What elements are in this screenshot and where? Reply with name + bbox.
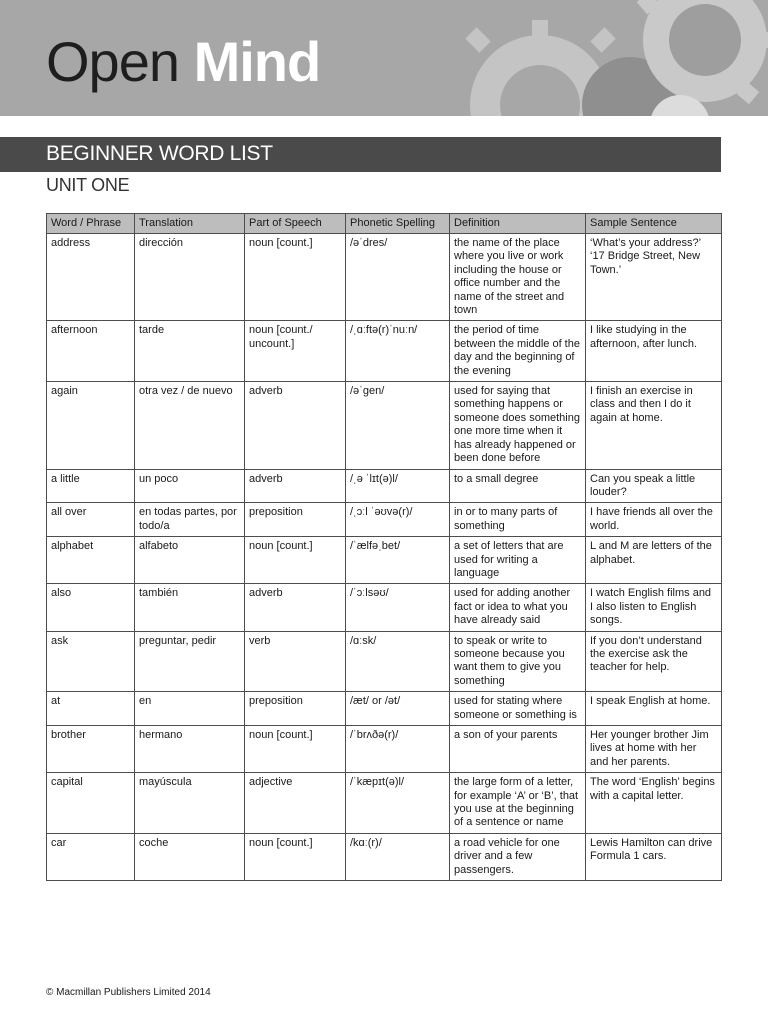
translation-cell: otra vez / de nuevo [135,382,245,469]
part-of-speech-cell: adverb [245,382,346,469]
table-row [47,537,722,584]
table-row [47,833,722,880]
definition-cell: a set of letters that are used for writing a language [450,537,586,584]
table-row [47,584,722,631]
table-row [47,726,722,773]
logo-open-text: Open [46,30,194,93]
table-row [47,503,722,537]
phonetic-cell: /ˈælfəˌbet/ [346,537,450,584]
open-mind-logo [46,22,320,102]
phonetic-cell: /ˌɔːl ˈəʊvə(r)/ [346,503,450,537]
translation-cell: alfabeto [135,537,245,584]
table-row [47,469,722,503]
part-of-speech-cell: preposition [245,503,346,537]
title-bar [0,137,721,172]
phonetic-cell: /ˌə ˈlɪt(ə)l/ [346,469,450,503]
sample-sentence-cell: I watch English films and I also listen to English songs. [586,584,722,631]
phonetic-cell: /ˈkæpɪt(ə)l/ [346,773,450,834]
translation-cell: hermano [135,726,245,773]
translation-cell: mayúscula [135,773,245,834]
sample-sentence-cell: The word ‘English’ begins with a capital letter. [586,773,722,834]
word-cell: capital [47,773,135,834]
definition-cell: to a small degree [450,469,586,503]
sample-sentence-cell: I have friends all over the world. [586,503,722,537]
definition-cell: a road vehicle for one driver and a few passengers. [450,833,586,880]
table-header-row [47,214,722,234]
definition-cell: in or to many parts of something [450,503,586,537]
column-header: Phonetic Spelling [346,214,450,234]
part-of-speech-cell: adverb [245,584,346,631]
translation-cell: en todas partes, por todo/a [135,503,245,537]
part-of-speech-cell: noun [count.] [245,833,346,880]
word-cell: again [47,382,135,469]
word-cell: ask [47,631,135,692]
part-of-speech-cell: noun [count.] [245,234,346,321]
word-cell: car [47,833,135,880]
word-cell: a little [47,469,135,503]
definition-cell: the name of the place where you live or work including the house or office number and the name of the street and town [450,234,586,321]
table-row [47,773,722,834]
definition-cell: to speak or write to someone because you want them to give you something [450,631,586,692]
sample-sentence-cell: Her younger brother Jim lives at home with her and her parents. [586,726,722,773]
definition-cell: used for adding another fact or idea to what you have already said [450,584,586,631]
part-of-speech-cell: noun [count./ uncount.] [245,321,346,382]
phonetic-cell: /ɑːsk/ [346,631,450,692]
column-header: Part of Speech [245,214,346,234]
word-cell: all over [47,503,135,537]
part-of-speech-cell: verb [245,631,346,692]
sample-sentence-cell: I like studying in the afternoon, after lunch. [586,321,722,382]
phonetic-cell: /kɑː(r)/ [346,833,450,880]
part-of-speech-cell: adverb [245,469,346,503]
word-cell: alphabet [47,537,135,584]
translation-cell: también [135,584,245,631]
table-row [47,692,722,726]
table-row [47,234,722,321]
word-cell: brother [47,726,135,773]
column-header: Word / Phrase [47,214,135,234]
word-list-table [46,213,722,881]
part-of-speech-cell: preposition [245,692,346,726]
word-cell: address [47,234,135,321]
logo-mind-text: Mind [193,30,321,93]
sample-sentence-cell: Lewis Hamilton can drive Formula 1 cars. [586,833,722,880]
phonetic-cell: /ˈbrʌðə(r)/ [346,726,450,773]
column-header: Definition [450,214,586,234]
definition-cell: a son of your parents [450,726,586,773]
copyright-footer: © Macmillan Publishers Limited 2014 [46,987,211,998]
phonetic-cell: /æt/ or /ət/ [346,692,450,726]
header-banner [0,0,768,116]
unit-heading: UNIT ONE [46,175,130,195]
translation-cell: tarde [135,321,245,382]
word-cell: afternoon [47,321,135,382]
phonetic-cell: /əˈɡen/ [346,382,450,469]
table-row [47,321,722,382]
translation-cell: coche [135,833,245,880]
phonetic-cell: /əˈdres/ [346,234,450,321]
translation-cell: en [135,692,245,726]
definition-cell: used for saying that something happens or someone does something one more time when it has already happened or been done before [450,382,586,469]
translation-cell: preguntar, pedir [135,631,245,692]
translation-cell: un poco [135,469,245,503]
definition-cell: the period of time between the middle of the day and the beginning of the evening [450,321,586,382]
table-row [47,382,722,469]
translation-cell: dirección [135,234,245,321]
sample-sentence-cell: L and M are letters of the alphabet. [586,537,722,584]
definition-cell: used for stating where someone or something is [450,692,586,726]
phonetic-cell: /ˈɔːlsəʊ/ [346,584,450,631]
table-row [47,631,722,692]
word-cell: also [47,584,135,631]
phonetic-cell: /ˌɑːftə(r)ˈnuːn/ [346,321,450,382]
definition-cell: the large form of a letter, for example ‘A’ or ‘B’, that you use at the beginning of a sentence or name [450,773,586,834]
column-header: Translation [135,214,245,234]
page-title: BEGINNER WORD LIST [46,142,273,165]
part-of-speech-cell: noun [count.] [245,537,346,584]
sample-sentence-cell: I finish an exercise in class and then I do it again at home. [586,382,722,469]
sample-sentence-cell: If you don’t understand the exercise ask the teacher for help. [586,631,722,692]
part-of-speech-cell: noun [count.] [245,726,346,773]
sample-sentence-cell: I speak English at home. [586,692,722,726]
part-of-speech-cell: adjective [245,773,346,834]
sample-sentence-cell: ‘What’s your address?’ ‘17 Bridge Street, New Town.’ [586,234,722,321]
word-cell: at [47,692,135,726]
column-header: Sample Sentence [586,214,722,234]
sample-sentence-cell: Can you speak a little louder? [586,469,722,503]
